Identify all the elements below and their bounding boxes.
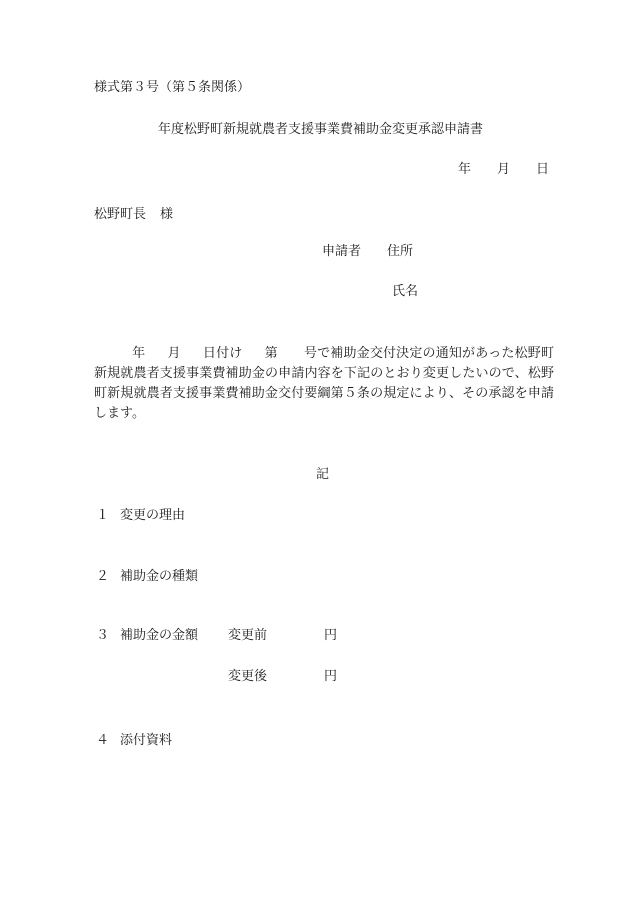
date-month: 月	[497, 162, 511, 177]
item-number: ３	[96, 628, 110, 643]
ki-heading: 記	[316, 467, 330, 482]
applicant-address-line	[322, 244, 413, 260]
after-change-label: 変更後	[228, 669, 268, 684]
item-subsidy-amount	[96, 628, 337, 644]
body-year: 年	[132, 346, 146, 361]
body-text: 号で補助金交付決定の通知があった松野町新規就農者支援事業費補助金の申請内容を下記のとおり変更したいので、松野町新規就農者支援事業費補助金交付要綱第５条の規定により、その承認を申請します。	[94, 346, 554, 421]
address-label: 住所	[387, 244, 414, 259]
date-line	[458, 162, 549, 178]
item-attachments	[96, 733, 172, 749]
item-number: ２	[96, 569, 110, 584]
applicant-name-label: 氏名	[392, 284, 419, 299]
after-change-line	[228, 669, 337, 685]
item-subsidy-type	[96, 569, 198, 585]
addressee-honorific: 様	[160, 207, 174, 222]
item-label: 添付資料	[120, 733, 173, 748]
item-number: ４	[96, 733, 110, 748]
applicant-label: 申請者	[322, 244, 362, 259]
addressee-name: 松野町長	[94, 207, 147, 222]
form-number: 様式第３号（第５条関係）	[94, 80, 251, 95]
body-day-dated: 日付け	[202, 346, 243, 361]
body-month: 月	[167, 346, 181, 361]
item-change-reason	[96, 508, 185, 524]
yen-unit: 円	[324, 669, 338, 684]
addressee	[94, 207, 173, 223]
item-label: 補助金の種類	[120, 569, 199, 584]
request-body	[94, 344, 554, 424]
document-title: 年度松野町新規就農者支援事業費補助金変更承認申請書	[158, 122, 484, 137]
item-number: １	[96, 508, 110, 523]
item-label: 補助金の金額	[120, 628, 199, 643]
before-change-label: 変更前	[228, 628, 268, 643]
date-year: 年	[458, 162, 472, 177]
date-day: 日	[536, 162, 550, 177]
yen-unit: 円	[324, 628, 338, 643]
item-label: 変更の理由	[120, 508, 186, 523]
body-dai: 第	[264, 346, 278, 361]
